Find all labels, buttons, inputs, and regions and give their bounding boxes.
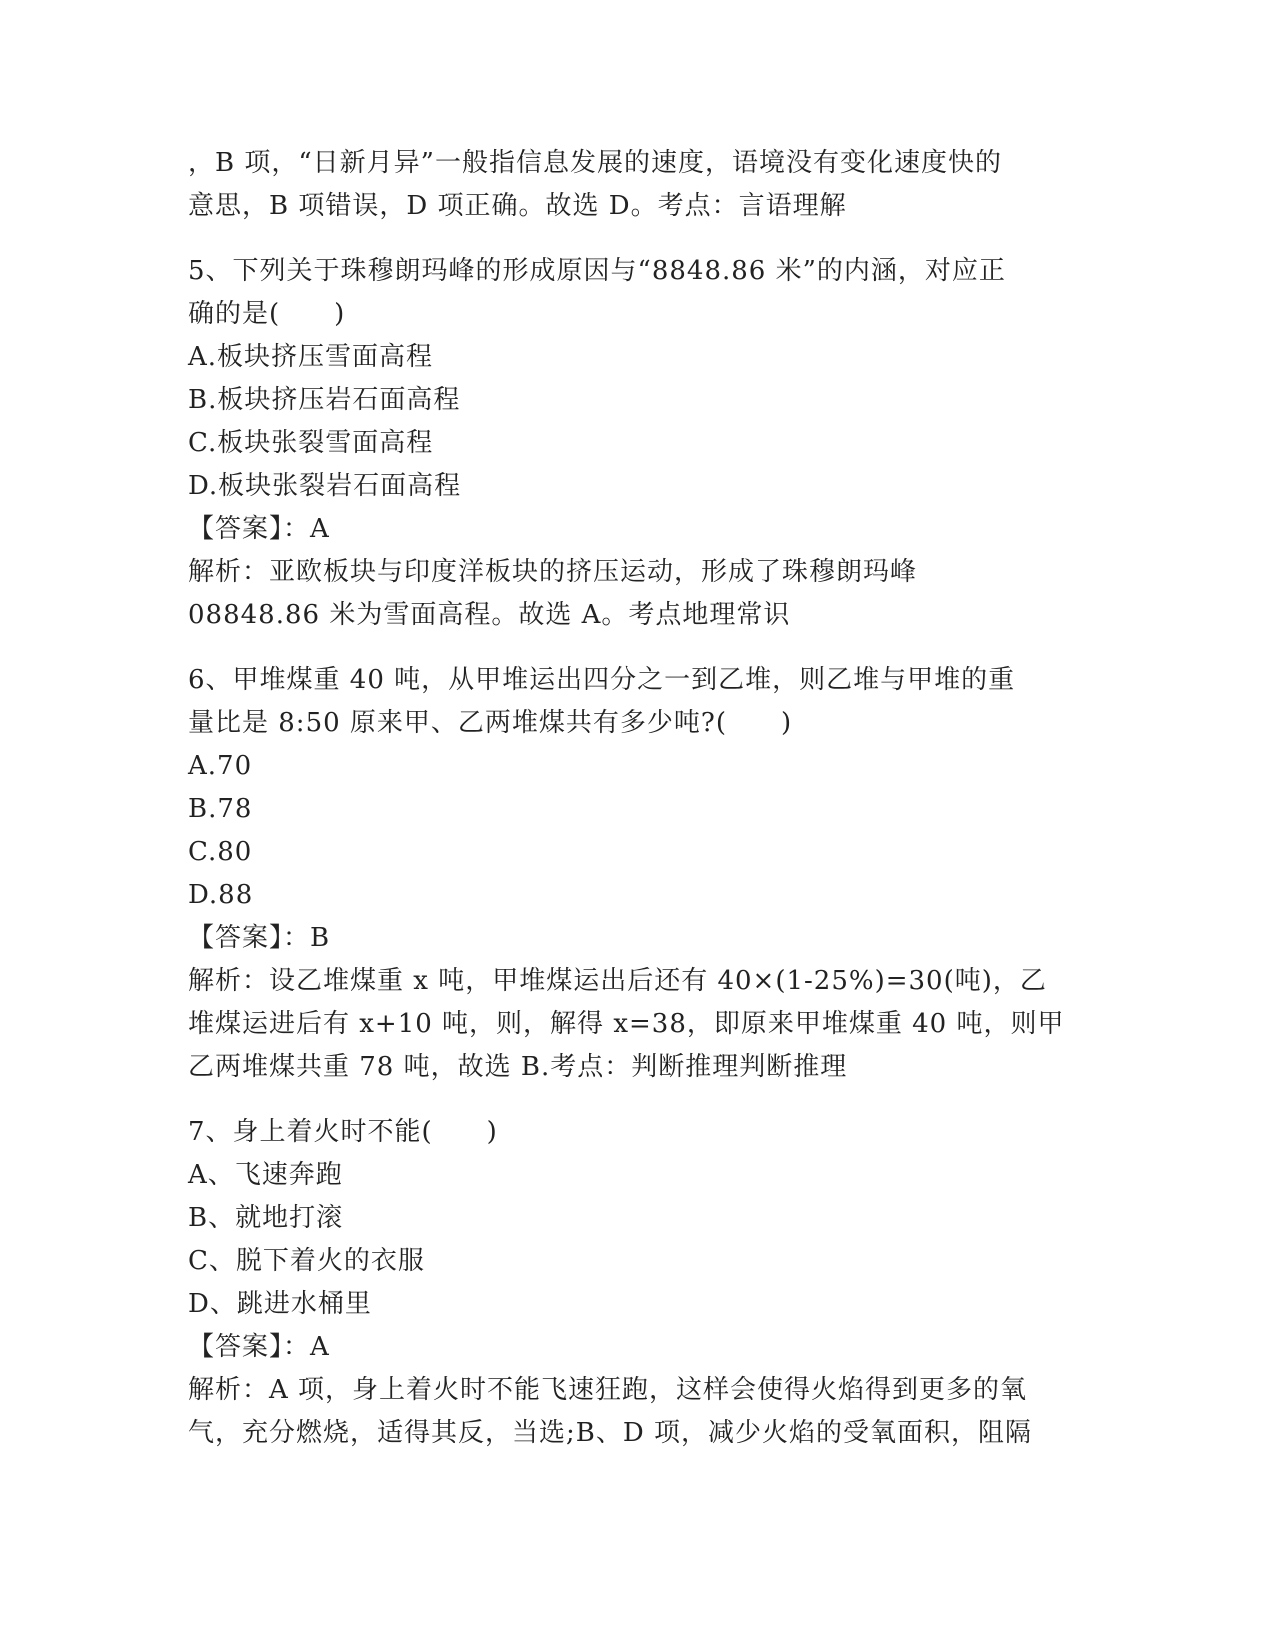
option-b: B.板块挤压岩石面高程 bbox=[188, 385, 461, 415]
question-stem: 7、身上着火时不能( ) bbox=[188, 1117, 498, 1147]
analysis-line: 解析：亚欧板块与印度洋板块的挤压运动，形成了珠穆朗玛峰 bbox=[188, 557, 918, 587]
analysis-line: 乙两堆煤共重 78 吨，故选 B.考点：判断推理判断推理 bbox=[188, 1052, 848, 1082]
option-b: B.78 bbox=[188, 794, 253, 824]
option-a: A、飞速奔跑 bbox=[188, 1160, 343, 1190]
intro-line: 意思，B 项错误，D 项正确。故选 D。考点：言语理解 bbox=[188, 191, 847, 221]
intro-block bbox=[188, 142, 1088, 228]
option-d: D.88 bbox=[188, 880, 254, 910]
answer-line: 【答案】：A bbox=[188, 514, 330, 544]
option-d: D.板块张裂岩石面高程 bbox=[188, 471, 462, 501]
intro-line: ，B 项，“日新月异”一般指信息发展的速度，语境没有变化速度快的 bbox=[188, 148, 1002, 178]
analysis-line: 解析：设乙堆煤重 x 吨，甲堆煤运出后还有 40×(1-25%)=30(吨)，乙 bbox=[188, 966, 1047, 996]
option-c: C.板块张裂雪面高程 bbox=[188, 428, 434, 458]
analysis-line: 堆煤运进后有 x+10 吨，则，解得 x=38，即原来甲堆煤重 40 吨，则甲 bbox=[188, 1009, 1065, 1039]
question-5 bbox=[188, 250, 1088, 637]
option-a: A.70 bbox=[188, 751, 253, 781]
analysis-line: 解析：A 项，身上着火时不能飞速狂跑，这样会使得火焰得到更多的氧 bbox=[188, 1375, 1028, 1405]
question-stem: 5、下列关于珠穆朗玛峰的形成原因与“8848.86 米”的内涵，对应正 bbox=[188, 256, 1006, 286]
question-7 bbox=[188, 1111, 1088, 1455]
option-b: B、就地打滚 bbox=[188, 1203, 344, 1233]
answer-line: 【答案】：A bbox=[188, 1332, 330, 1362]
answer-line: 【答案】：B bbox=[188, 923, 331, 953]
analysis-line: 气，充分燃烧，适得其反，当选;B、D 项，减少火焰的受氧面积，阻隔 bbox=[188, 1418, 1032, 1448]
question-stem: 6、甲堆煤重 40 吨，从甲堆运出四分之一到乙堆，则乙堆与甲堆的重 bbox=[188, 665, 1016, 695]
question-stem: 确的是( ) bbox=[188, 299, 346, 329]
document-page bbox=[188, 142, 1088, 1455]
option-c: C.80 bbox=[188, 837, 253, 867]
analysis-line: 08848.86 米为雪面高程。故选 A。考点地理常识 bbox=[188, 600, 791, 630]
option-c: C、脱下着火的衣服 bbox=[188, 1246, 425, 1276]
question-stem: 量比是 8:50 原来甲、乙两堆煤共有多少吨?( ) bbox=[188, 708, 793, 738]
option-d: D、跳进水桶里 bbox=[188, 1289, 372, 1319]
option-a: A.板块挤压雪面高程 bbox=[188, 342, 434, 372]
question-6 bbox=[188, 659, 1088, 1089]
